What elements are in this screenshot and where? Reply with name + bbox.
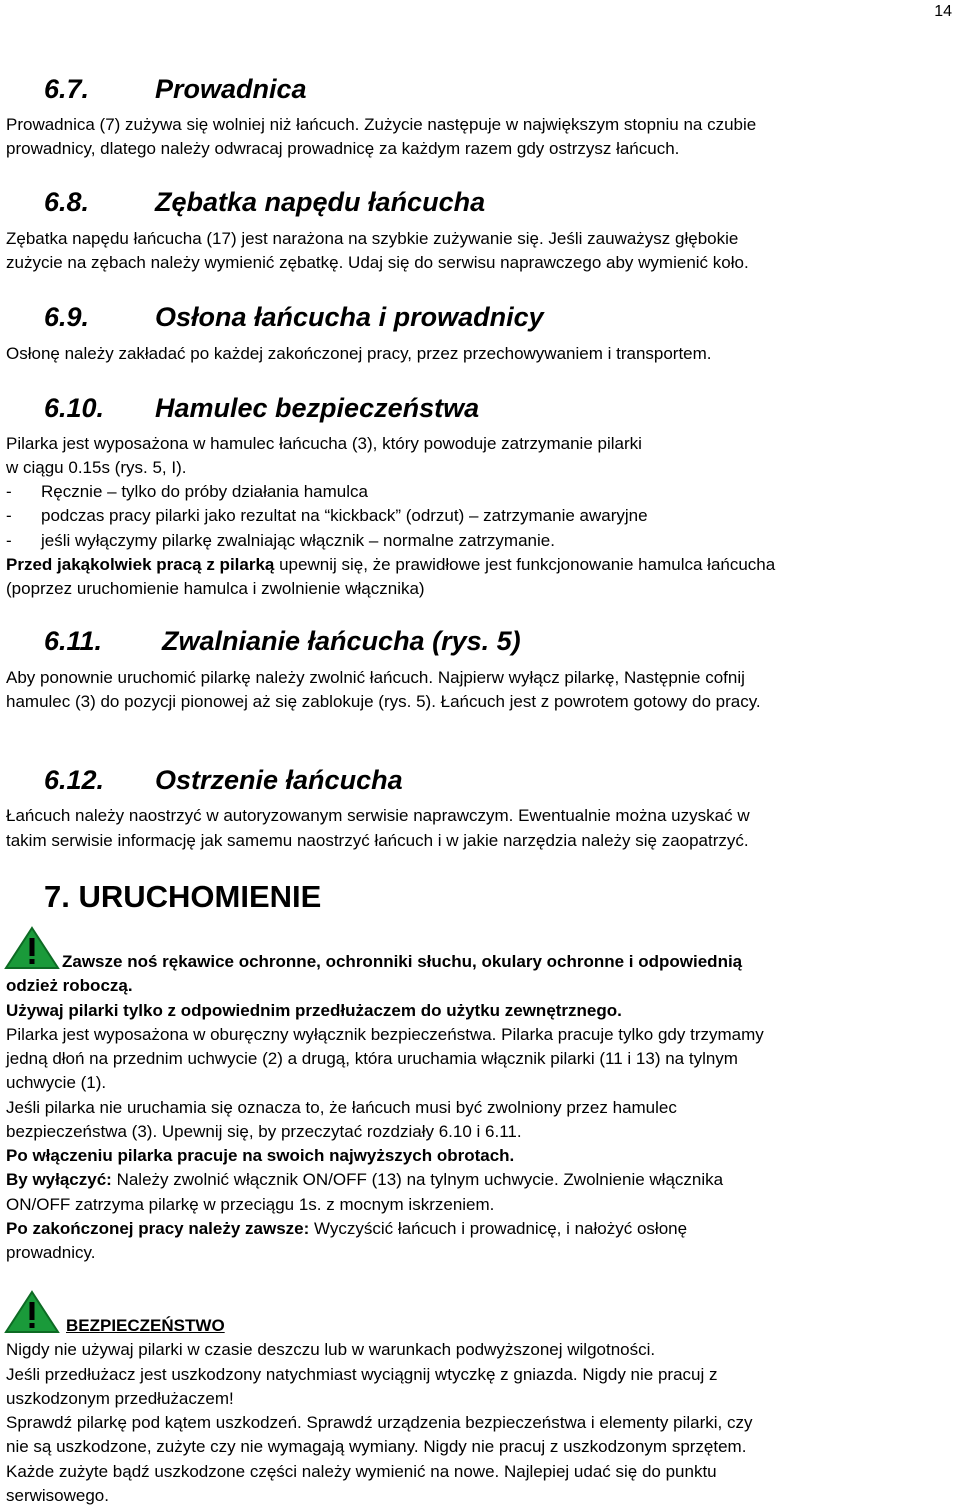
heading-title: Prowadnica <box>155 74 307 104</box>
text-line: uszkodzonym przedłużaczem! <box>6 1389 234 1408</box>
text-line: serwisowego. <box>6 1486 109 1505</box>
text-line: Nigdy nie używaj pilarki w czasie deszczu lub w warunkach podwyższonej wilgotności. <box>6 1340 656 1359</box>
warning-line: Zawsze noś rękawice ochronne, ochronniki słuchu, okulary ochronne i odpowiednią <box>62 952 743 971</box>
page-number: 14 <box>934 3 952 20</box>
heading-6-7 <box>44 73 307 105</box>
text-line: nie są uszkodzone, zużyte czy nie wymagają wymiany. Nigdy nie pracuj z uszkodzonym sprzętem. <box>6 1437 747 1456</box>
text-line: Zębatka napędu łańcucha (17) jest narażona na szybkie zużywanie się. Jeśli zauważysz głębokie <box>6 229 739 248</box>
text-line-bold: Używaj pilarki tylko z odpowiednim przedłużaczem do użytku zewnętrznego. <box>6 1001 622 1020</box>
text-line: Łańcuch należy naostrzyć w autoryzowanym serwisie naprawczym. Ewentualnie można uzyskać w <box>6 806 750 825</box>
heading-title: Osłona łańcucha i prowadnicy <box>155 302 544 332</box>
heading-6-12 <box>44 764 403 796</box>
heading-number: 6.12. <box>44 765 105 795</box>
text-line: (poprzez uruchomienie hamulca i zwolnienie włącznika) <box>6 579 425 598</box>
text-line: takim serwisie informację jak samemu naostrzyć łańcuch i w jakie narzędzia należy się zaopatrzyć. <box>6 831 749 850</box>
text-line: Po zakończonej pracy należy zawsze: Wyczyścić łańcuch i prowadnicę, i nałożyć osłonę <box>6 1219 688 1238</box>
text-line: Aby ponownie uruchomić pilarkę należy zwolnić łańcuch. Najpierw wyłącz pilarkę, Następnie cofnij <box>6 668 745 687</box>
text-line: hamulec (3) do pozycji pionowej aż się zablokuje (rys. 5). Łańcuch jest z powrotem gotowy do pracy. <box>6 692 761 711</box>
bullet-item: - jeśli wyłączymy pilarkę zwalniając włącznik – normalne zatrzymanie. <box>6 531 555 550</box>
text-line: Jeśli przedłużacz jest uszkodzony natychmiast wyciągnij wtyczkę z gniazda. Nigdy nie pracuj z <box>6 1365 718 1384</box>
heading-title: Zwalnianie łańcucha (rys. 5) <box>162 626 521 656</box>
text-line: Każde zużyte bądź uszkodzone części należy wymienić na nowe. Najlepiej udać się do punktu <box>6 1462 717 1481</box>
text-line: zużycie na zębach należy wymienić zębatkę. Udaj się do serwisu naprawczego aby wymienić koło. <box>6 253 749 272</box>
heading-number: 6.10. <box>44 393 105 423</box>
text-line: Pilarka jest wyposażona w hamulec łańcucha (3), który powoduje zatrzymanie pilarki <box>6 434 642 453</box>
heading-6-10 <box>44 392 480 424</box>
text-line: prowadnicy, dlatego należy odwracaj prowadnicę za każdym razem gdy ostrzysz łańcuch. <box>6 139 680 158</box>
text-line: jedną dłoń na przednim uchwycie (2) a drugą, która uruchamia włącznik pilarki (11 i 13) na tylnym <box>6 1049 738 1068</box>
text-line: Jeśli pilarka nie uruchamia się oznacza to, że łańcuch musi być zwolniony przez hamulec <box>6 1098 677 1117</box>
heading-7: 7. URUCHOMIENIE <box>44 879 322 914</box>
heading-number: 6.7. <box>44 74 90 104</box>
heading-title: Zębatka napędu łańcucha <box>155 187 486 217</box>
text-line: bezpieczeństwa (3). Upewnij się, by przeczytać rozdziały 6.10 i 6.11. <box>6 1122 522 1141</box>
text-line-bold: Po włączeniu pilarka pracuje na swoich najwyższych obrotach. <box>6 1146 515 1165</box>
text-line: ON/OFF zatrzyma pilarkę w przeciągu 1s. z mocnym iskrzeniem. <box>6 1195 495 1214</box>
bullet-item: - Ręcznie – tylko do próby działania hamulca <box>6 482 368 501</box>
heading-6-11 <box>44 625 521 657</box>
warning-line: odzież roboczą. <box>6 976 133 995</box>
warning-triangle-icon <box>4 1290 60 1334</box>
text-line: Prowadnica (7) zużywa się wolniej niż łańcuch. Zużycie następuje w największym stopniu na czubie <box>6 115 757 134</box>
text-line: Pilarka jest wyposażona w oburęczny wyłącznik bezpieczeństwa. Pilarka pracuje tylko gdy trzymamy <box>6 1025 764 1044</box>
heading-6-9 <box>44 301 544 333</box>
text-line: uchwycie (1). <box>6 1073 107 1092</box>
text-line: prowadnicy. <box>6 1243 96 1262</box>
heading-number: 6.8. <box>44 187 90 217</box>
safety-title: BEZPIECZEŃSTWO <box>66 1316 225 1335</box>
bullet-item: - podczas pracy pilarki jako rezultat na “kickback” (odrzut) – zatrzymanie awaryjne <box>6 506 648 525</box>
heading-6-8 <box>44 186 486 218</box>
heading-number: 6.9. <box>44 302 90 332</box>
text-line: w ciągu 0.15s (rys. 5, I). <box>6 458 187 477</box>
text-line: Osłonę należy zakładać po każdej zakończonej pracy, przez przechowywaniem i transportem. <box>6 344 712 363</box>
heading-title: Hamulec bezpieczeństwa <box>155 393 480 423</box>
text-line: Sprawdź pilarkę pod kątem uszkodzeń. Sprawdź urządzenia bezpieczeństwa i elementy pilarki, czy <box>6 1413 753 1432</box>
heading-number: 6.11. <box>44 626 103 656</box>
text-line: By wyłączyć: Należy zwolnić włącznik ON/OFF (13) na tylnym uchwycie. Zwolnienie włącznika <box>6 1170 724 1189</box>
heading-title: Ostrzenie łańcucha <box>155 765 403 795</box>
text-line: Przed jakąkolwiek pracą z pilarką upewnij się, że prawidłowe jest funkcjonowanie hamulca łańcucha <box>6 555 776 574</box>
warning-triangle-icon <box>4 926 60 970</box>
